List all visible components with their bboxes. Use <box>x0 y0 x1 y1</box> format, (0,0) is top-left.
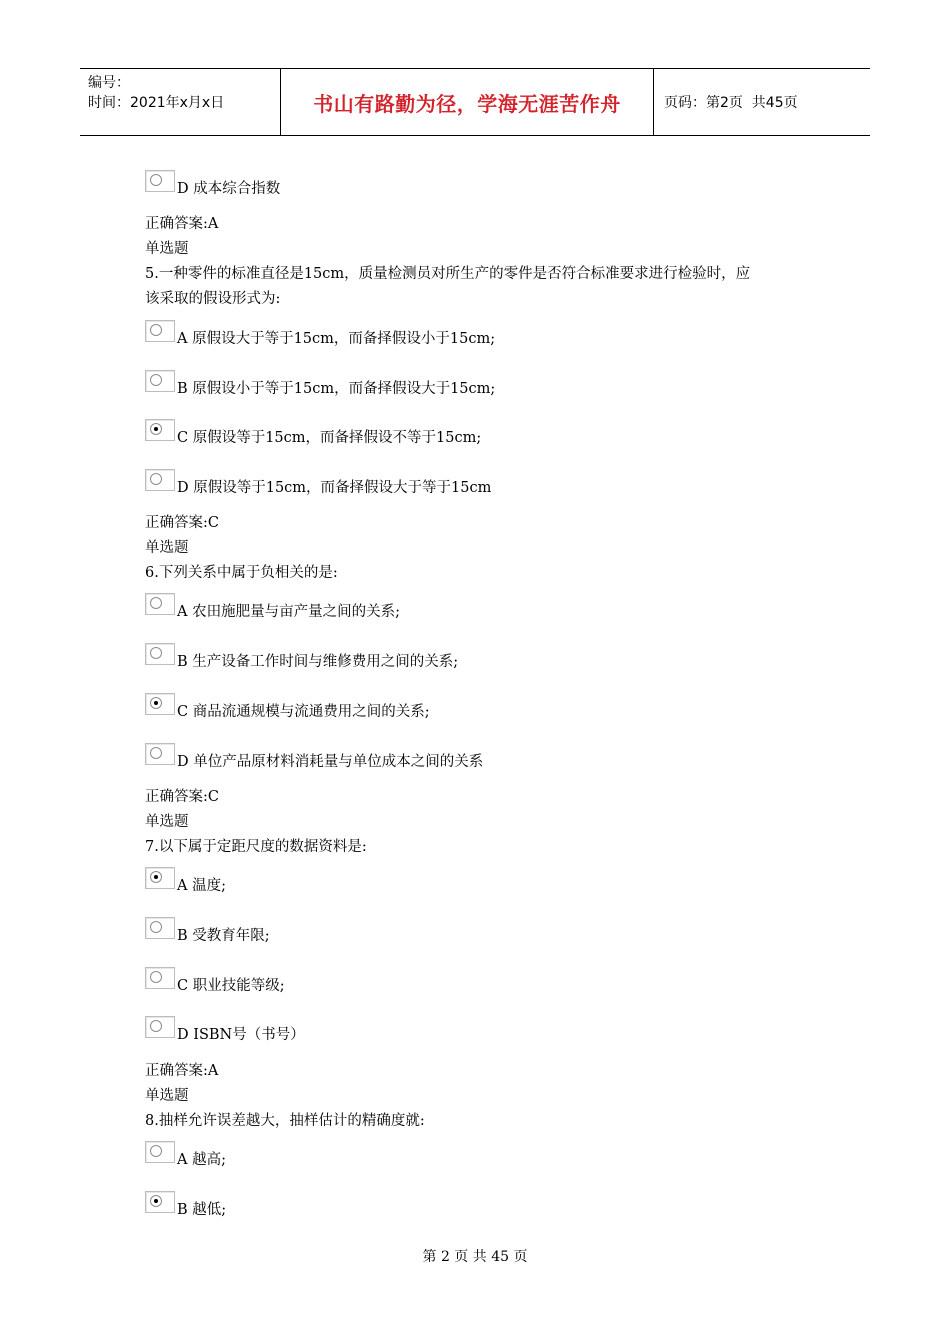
radio-button-unchecked[interactable] <box>145 370 175 392</box>
question-type: 单选题 <box>145 241 189 257</box>
answer-text: 正确答案:C <box>145 789 219 805</box>
question-stem: 6.下列关系中属于负相关的是: <box>145 565 338 581</box>
answer-text: 正确答案:C <box>145 515 219 531</box>
radio-button-checked[interactable] <box>145 1191 175 1213</box>
page-header <box>80 68 870 136</box>
option-label: D 成本综合指数 <box>177 181 281 197</box>
question-stem-cont: 该采取的假设形式为: <box>145 291 281 307</box>
option-label: D ISBN号（书号） <box>177 1027 305 1043</box>
option-label: A 原假设大于等于15cm，而备择假设小于15cm; <box>177 331 496 347</box>
option-label: B 生产设备工作时间与维修费用之间的关系; <box>177 654 459 670</box>
option-label: C 商品流通规模与流通费用之间的关系; <box>177 704 430 720</box>
answer-text: 正确答案:A <box>145 216 219 232</box>
question-type: 单选题 <box>145 540 189 556</box>
option-label: A 越高; <box>177 1152 226 1168</box>
radio-button-unchecked[interactable] <box>145 170 175 192</box>
header-page-info: 页码：第2页 共45页 <box>664 95 798 111</box>
question-type: 单选题 <box>145 1088 189 1104</box>
option-label: B 越低; <box>177 1202 227 1218</box>
radio-button-unchecked[interactable] <box>145 1016 175 1038</box>
doc-time-label: 时间：2021年x月x日 <box>88 95 225 111</box>
radio-button-unchecked[interactable] <box>145 469 175 491</box>
option-label: C 职业技能等级; <box>177 978 285 994</box>
header-motto: 书山有路勤为径，学海无涯苦作舟 <box>281 69 654 135</box>
question-stem: 8.抽样允许误差越大，抽样估计的精确度就: <box>145 1113 425 1129</box>
page-footer: 第 2 页 共 45 页 <box>422 1249 528 1265</box>
option-label: B 原假设小于等于15cm，而备择假设大于15cm; <box>177 381 496 397</box>
option-label: A 温度; <box>177 878 226 894</box>
radio-button-unchecked[interactable] <box>145 743 175 765</box>
question-stem: 7.以下属于定距尺度的数据资料是: <box>145 839 367 855</box>
question-stem: 5.一种零件的标准直径是15cm，质量检测员对所生产的零件是否符合标准要求进行检验时，应 <box>145 266 751 282</box>
radio-button-unchecked[interactable] <box>145 917 175 939</box>
radio-button-checked[interactable] <box>145 693 175 715</box>
header-meta <box>80 69 281 135</box>
radio-button-unchecked[interactable] <box>145 967 175 989</box>
answer-text: 正确答案:A <box>145 1063 219 1079</box>
option-label: A 农田施肥量与亩产量之间的关系; <box>177 604 400 620</box>
radio-button-unchecked[interactable] <box>145 593 175 615</box>
option-label: D 单位产品原材料消耗量与单位成本之间的关系 <box>177 754 484 770</box>
radio-button-unchecked[interactable] <box>145 643 175 665</box>
question-type: 单选题 <box>145 814 189 830</box>
option-label: D 原假设等于15cm，而备择假设大于等于15cm <box>177 480 492 496</box>
option-label: B 受教育年限; <box>177 928 270 944</box>
doc-number-label: 编号： <box>88 75 130 91</box>
radio-button-unchecked[interactable] <box>145 320 175 342</box>
option-label: C 原假设等于15cm，而备择假设不等于15cm; <box>177 430 482 446</box>
radio-button-unchecked[interactable] <box>145 1141 175 1163</box>
radio-button-checked[interactable] <box>145 867 175 889</box>
radio-button-checked[interactable] <box>145 419 175 441</box>
